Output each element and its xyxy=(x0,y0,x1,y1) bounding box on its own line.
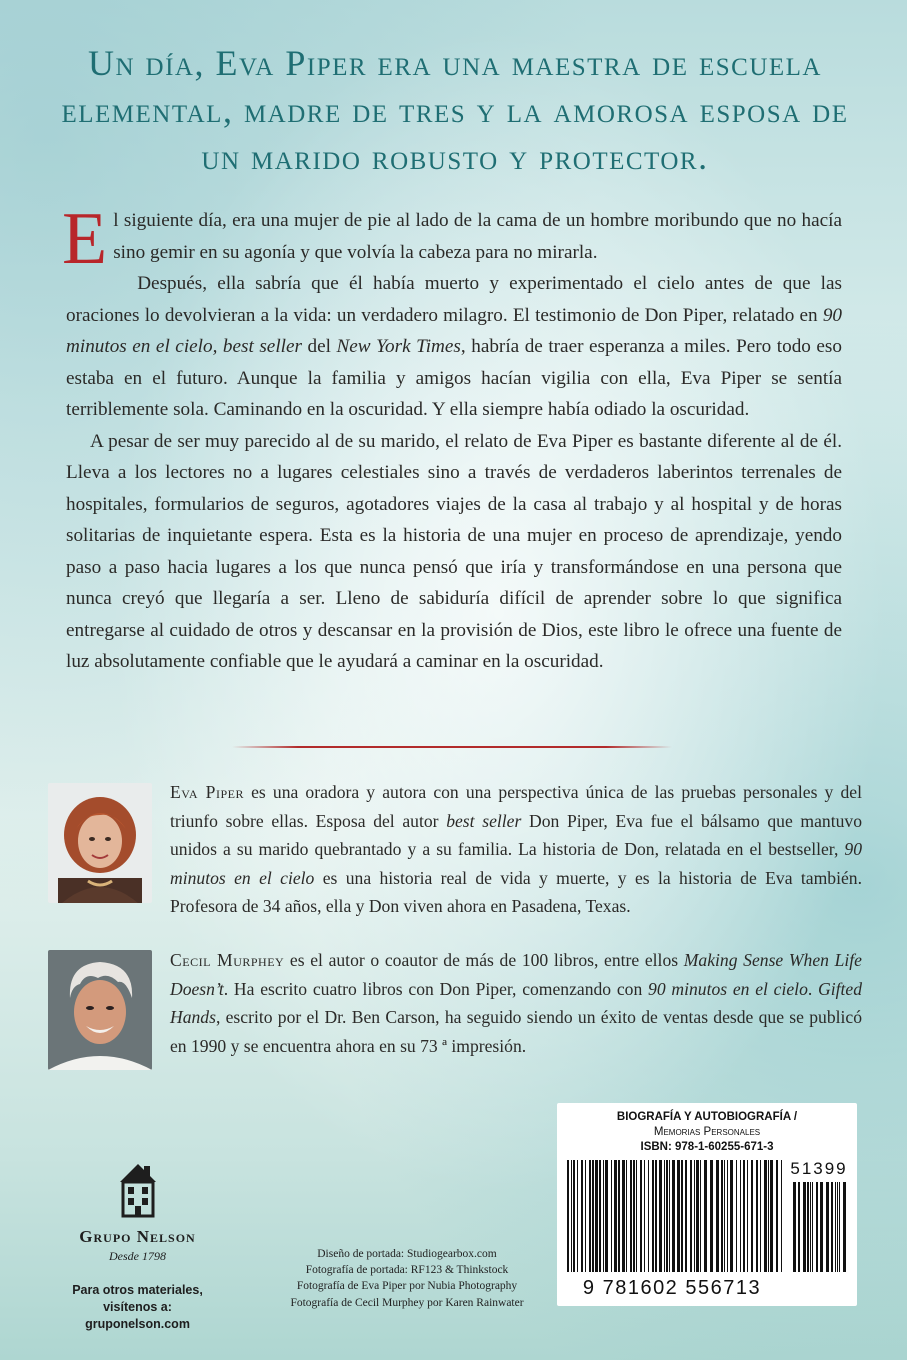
publisher-since: Desde 1798 xyxy=(109,1249,166,1263)
cecil-murphey-photo xyxy=(48,950,152,1070)
barcode-bar xyxy=(694,1160,695,1272)
publisher-note xyxy=(50,1282,225,1333)
cecil-bio-part-a: es el autor o coautor de más de 100 libros, entre ellos xyxy=(284,950,684,970)
headline: Un día, Eva Piper era una maestra de escuela elemental, madre de tres y la amorosa esposa de un marido robusto y protector. xyxy=(61,43,849,177)
barcode-bar xyxy=(770,1160,773,1272)
barcode-bar xyxy=(740,1160,741,1272)
barcode-bar xyxy=(803,1182,806,1272)
barcode-bar xyxy=(677,1160,680,1272)
barcode-bar xyxy=(810,1182,811,1272)
newspaper-ref: New York Times xyxy=(336,336,461,357)
barcode-bar xyxy=(721,1160,723,1272)
price-code: 51399 xyxy=(790,1159,848,1178)
publisher-house-logo-icon xyxy=(116,1160,160,1218)
book-title-ref: 90 minutos en el cielo, best seller xyxy=(66,304,842,357)
paragraph-2 xyxy=(66,268,842,426)
eva-bio-part-c: es una historia real de vida y muerte, y es la historia de Eva también. Profesora de 34 años, ella y Don viven ahora en Pasadena, Texas. xyxy=(170,867,862,916)
barcode-bar xyxy=(696,1160,699,1272)
barcode-bar xyxy=(736,1160,737,1272)
cecil-bio-em-3: Gifted Hands xyxy=(170,978,863,1027)
publisher-website: gruponelson.com xyxy=(85,1317,190,1331)
barcode-bar xyxy=(585,1160,586,1272)
credit-line: Fotografía de portada: RF123 & Thinkstock xyxy=(305,1264,509,1277)
cecil-murphey-bio xyxy=(170,946,862,1060)
credit-line: Fotografía de Cecil Murphey por Karen Rainwater xyxy=(290,1296,524,1309)
barcode-bar xyxy=(589,1160,591,1272)
barcode-bar xyxy=(655,1160,657,1272)
barcode-bar xyxy=(820,1182,823,1272)
credit-line: Fotografía de Eva Piper por Nubia Photography xyxy=(296,1280,518,1293)
drop-cap: E xyxy=(62,198,108,280)
cecil-bio-part-c: . xyxy=(807,978,819,999)
publisher-name: Grupo Nelson xyxy=(79,1227,196,1246)
eva-bio-em-1: best seller xyxy=(446,810,522,831)
barcode-bar xyxy=(592,1160,594,1272)
barcode-bar xyxy=(837,1182,838,1272)
paragraph-2-part-b: del xyxy=(301,336,337,357)
barcode-bar xyxy=(747,1160,748,1272)
barcode-bar xyxy=(812,1182,813,1272)
isbn-text: ISBN: 978-1-60255-671-3 xyxy=(640,1141,774,1153)
barcode-bar xyxy=(599,1160,601,1272)
barcode-bar xyxy=(652,1160,654,1272)
barcode-bar xyxy=(700,1160,701,1272)
category-main: BIOGRAFÍA Y AUTOBIOGRAFÍA / xyxy=(616,1111,798,1123)
barcode-bar xyxy=(571,1160,572,1272)
barcode-bar xyxy=(636,1160,637,1272)
barcode-bar xyxy=(835,1182,836,1272)
photo-credits xyxy=(272,1246,542,1311)
eva-piper-photo xyxy=(48,783,152,903)
barcode-bar xyxy=(839,1182,840,1272)
barcode-bar xyxy=(710,1160,713,1272)
barcode-bar xyxy=(751,1160,753,1272)
eva-piper-bio xyxy=(170,778,862,921)
barcode-bar xyxy=(618,1160,620,1272)
barcode-bar xyxy=(659,1160,662,1272)
barcode-bar xyxy=(743,1160,745,1272)
barcode-bar xyxy=(760,1160,761,1272)
credit-line: Diseño de portada: Studiogearbox.com xyxy=(317,1248,497,1260)
barcode-bar xyxy=(567,1160,569,1272)
category-sub: Memorias Personales xyxy=(653,1126,761,1138)
barcode-bar xyxy=(644,1160,645,1272)
barcode-bar xyxy=(666,1160,668,1272)
barcode-bar xyxy=(776,1160,778,1272)
barcode-bar xyxy=(622,1160,625,1272)
barcode-bar xyxy=(605,1160,608,1272)
cecil-bio-em-2: 90 minutos en el cielo xyxy=(648,978,808,999)
barcode-bar xyxy=(630,1160,632,1272)
barcode-bar xyxy=(816,1182,818,1272)
barcode-bar xyxy=(724,1160,725,1272)
author-name-eva: Eva Piper xyxy=(170,782,244,802)
barcode-bar xyxy=(781,1160,782,1272)
barcode-number: 9 781602 556713 xyxy=(582,1277,762,1299)
publisher-note-text: Para otros materiales, visítenos a: xyxy=(72,1283,203,1314)
publisher-block xyxy=(50,1160,225,1333)
section-divider xyxy=(232,746,672,748)
barcode-bar xyxy=(764,1160,767,1272)
barcode-bar xyxy=(640,1160,642,1272)
eva-bio-em-2: 90 minutos en el cielo xyxy=(170,839,862,888)
barcode-bar xyxy=(603,1160,604,1272)
barcode-bar xyxy=(626,1160,627,1272)
barcode-bar xyxy=(672,1160,675,1272)
cecil-bio-part-d: , escrito por el Dr. Ben Carson, ha seguido siendo un éxito de ventas desde que se publicó en 1990 y se encuentra ahora en su 73 ª impresión. xyxy=(170,1007,862,1056)
barcode-bar xyxy=(685,1160,687,1272)
barcode-bar xyxy=(704,1160,707,1272)
barcode-bar xyxy=(573,1160,575,1272)
paragraph-2-part-a: Después, ella sabría que él había muerto y experimentado el cielo antes de que las oraciones lo devolvieran a la vida: un verdadero milagro. El testimonio de Don Piper, relatado en xyxy=(66,273,842,326)
barcode-bar xyxy=(756,1160,758,1272)
barcode-bar xyxy=(577,1160,578,1272)
paragraph-2-part-c: , habría de traer esperanza a miles. Pero todo eso estaba en el futuro. Aunque la familia y amigos hacían vigilia con ella, Eva Piper se sentía terriblemente sola. Caminando en la oscuridad. Y ella siempre había odiado la oscuridad. xyxy=(66,336,842,420)
barcode-bar xyxy=(648,1160,649,1272)
author-name-cecil: Cecil Murphey xyxy=(170,950,285,970)
eva-bio-part-a: es una oradora y autora con una perspectiva única de las pruebas personales y del triunfo sobre ellas. Esposa del autor xyxy=(170,782,862,831)
paragraph-1 xyxy=(62,198,842,280)
barcode-bar xyxy=(768,1160,769,1272)
barcode-bar xyxy=(843,1182,846,1272)
barcode-bar xyxy=(826,1182,829,1272)
barcode-bar xyxy=(727,1160,728,1272)
barcode-bar xyxy=(581,1160,583,1272)
barcode-panel xyxy=(557,1103,857,1306)
barcode-bar xyxy=(793,1182,796,1272)
barcode-bar xyxy=(633,1160,635,1272)
paragraph-1-text: l siguiente día, era una mujer de pie al lado de la cama de un hombre moribundo que no hacía sino gemir en su agonía y que volvía la cabeza para no mirarla. xyxy=(113,210,842,263)
barcode-bar xyxy=(611,1160,612,1272)
category-label xyxy=(557,1110,857,1155)
barcode-bar xyxy=(798,1182,800,1272)
cecil-bio-em-1: Making Sense When Life Doesn’t xyxy=(170,950,862,999)
barcode-bar xyxy=(681,1160,683,1272)
barcode-bar xyxy=(831,1182,833,1272)
paragraph-3: A pesar de ser muy parecido al de su marido, el relato de Eva Piper es bastante diferente al de él. Lleva a los lectores no a lugares celestiales sino a través de verdaderos laberintos terrenales de hospitales, formularios de seguros, agotadores viajes de la casa al trabajo y al hospital y de horas solitarias de inquietante espera. Esta es la historia de una mujer en proceso de aprendizaje, yendo paso a paso hacia lugares a los que nunca pensó que iría y transformándose en una persona que nunca creyó que llegaría a ser. Lleno de sabiduría difícil de aprender sobre lo que significa entregarse al cuidado de otros y descansar en la provisión de Dios, este libro le ofrece una fuente de luz absolutamente confiable que le ayudará a caminar en la oscuridad. xyxy=(66,430,842,672)
barcode-bar xyxy=(664,1160,665,1272)
barcode-bar xyxy=(807,1182,809,1272)
barcode-bar xyxy=(716,1160,719,1272)
barcode-bar xyxy=(690,1160,692,1272)
barcode-bar xyxy=(730,1160,733,1272)
eva-bio-part-b: Don Piper, Eva fue el bálsamo que mantuvo unidos a su marido quebrantado y a su familia. La historia de Don, relatada en el bestseller, xyxy=(170,810,862,859)
barcode-bar xyxy=(595,1160,598,1272)
barcode-bar xyxy=(669,1160,670,1272)
barcode-bar xyxy=(614,1160,617,1272)
back-cover-description xyxy=(62,198,842,678)
cecil-bio-part-b: . Ha escrito cuatro libros con Don Piper, comenzando con xyxy=(223,978,649,999)
